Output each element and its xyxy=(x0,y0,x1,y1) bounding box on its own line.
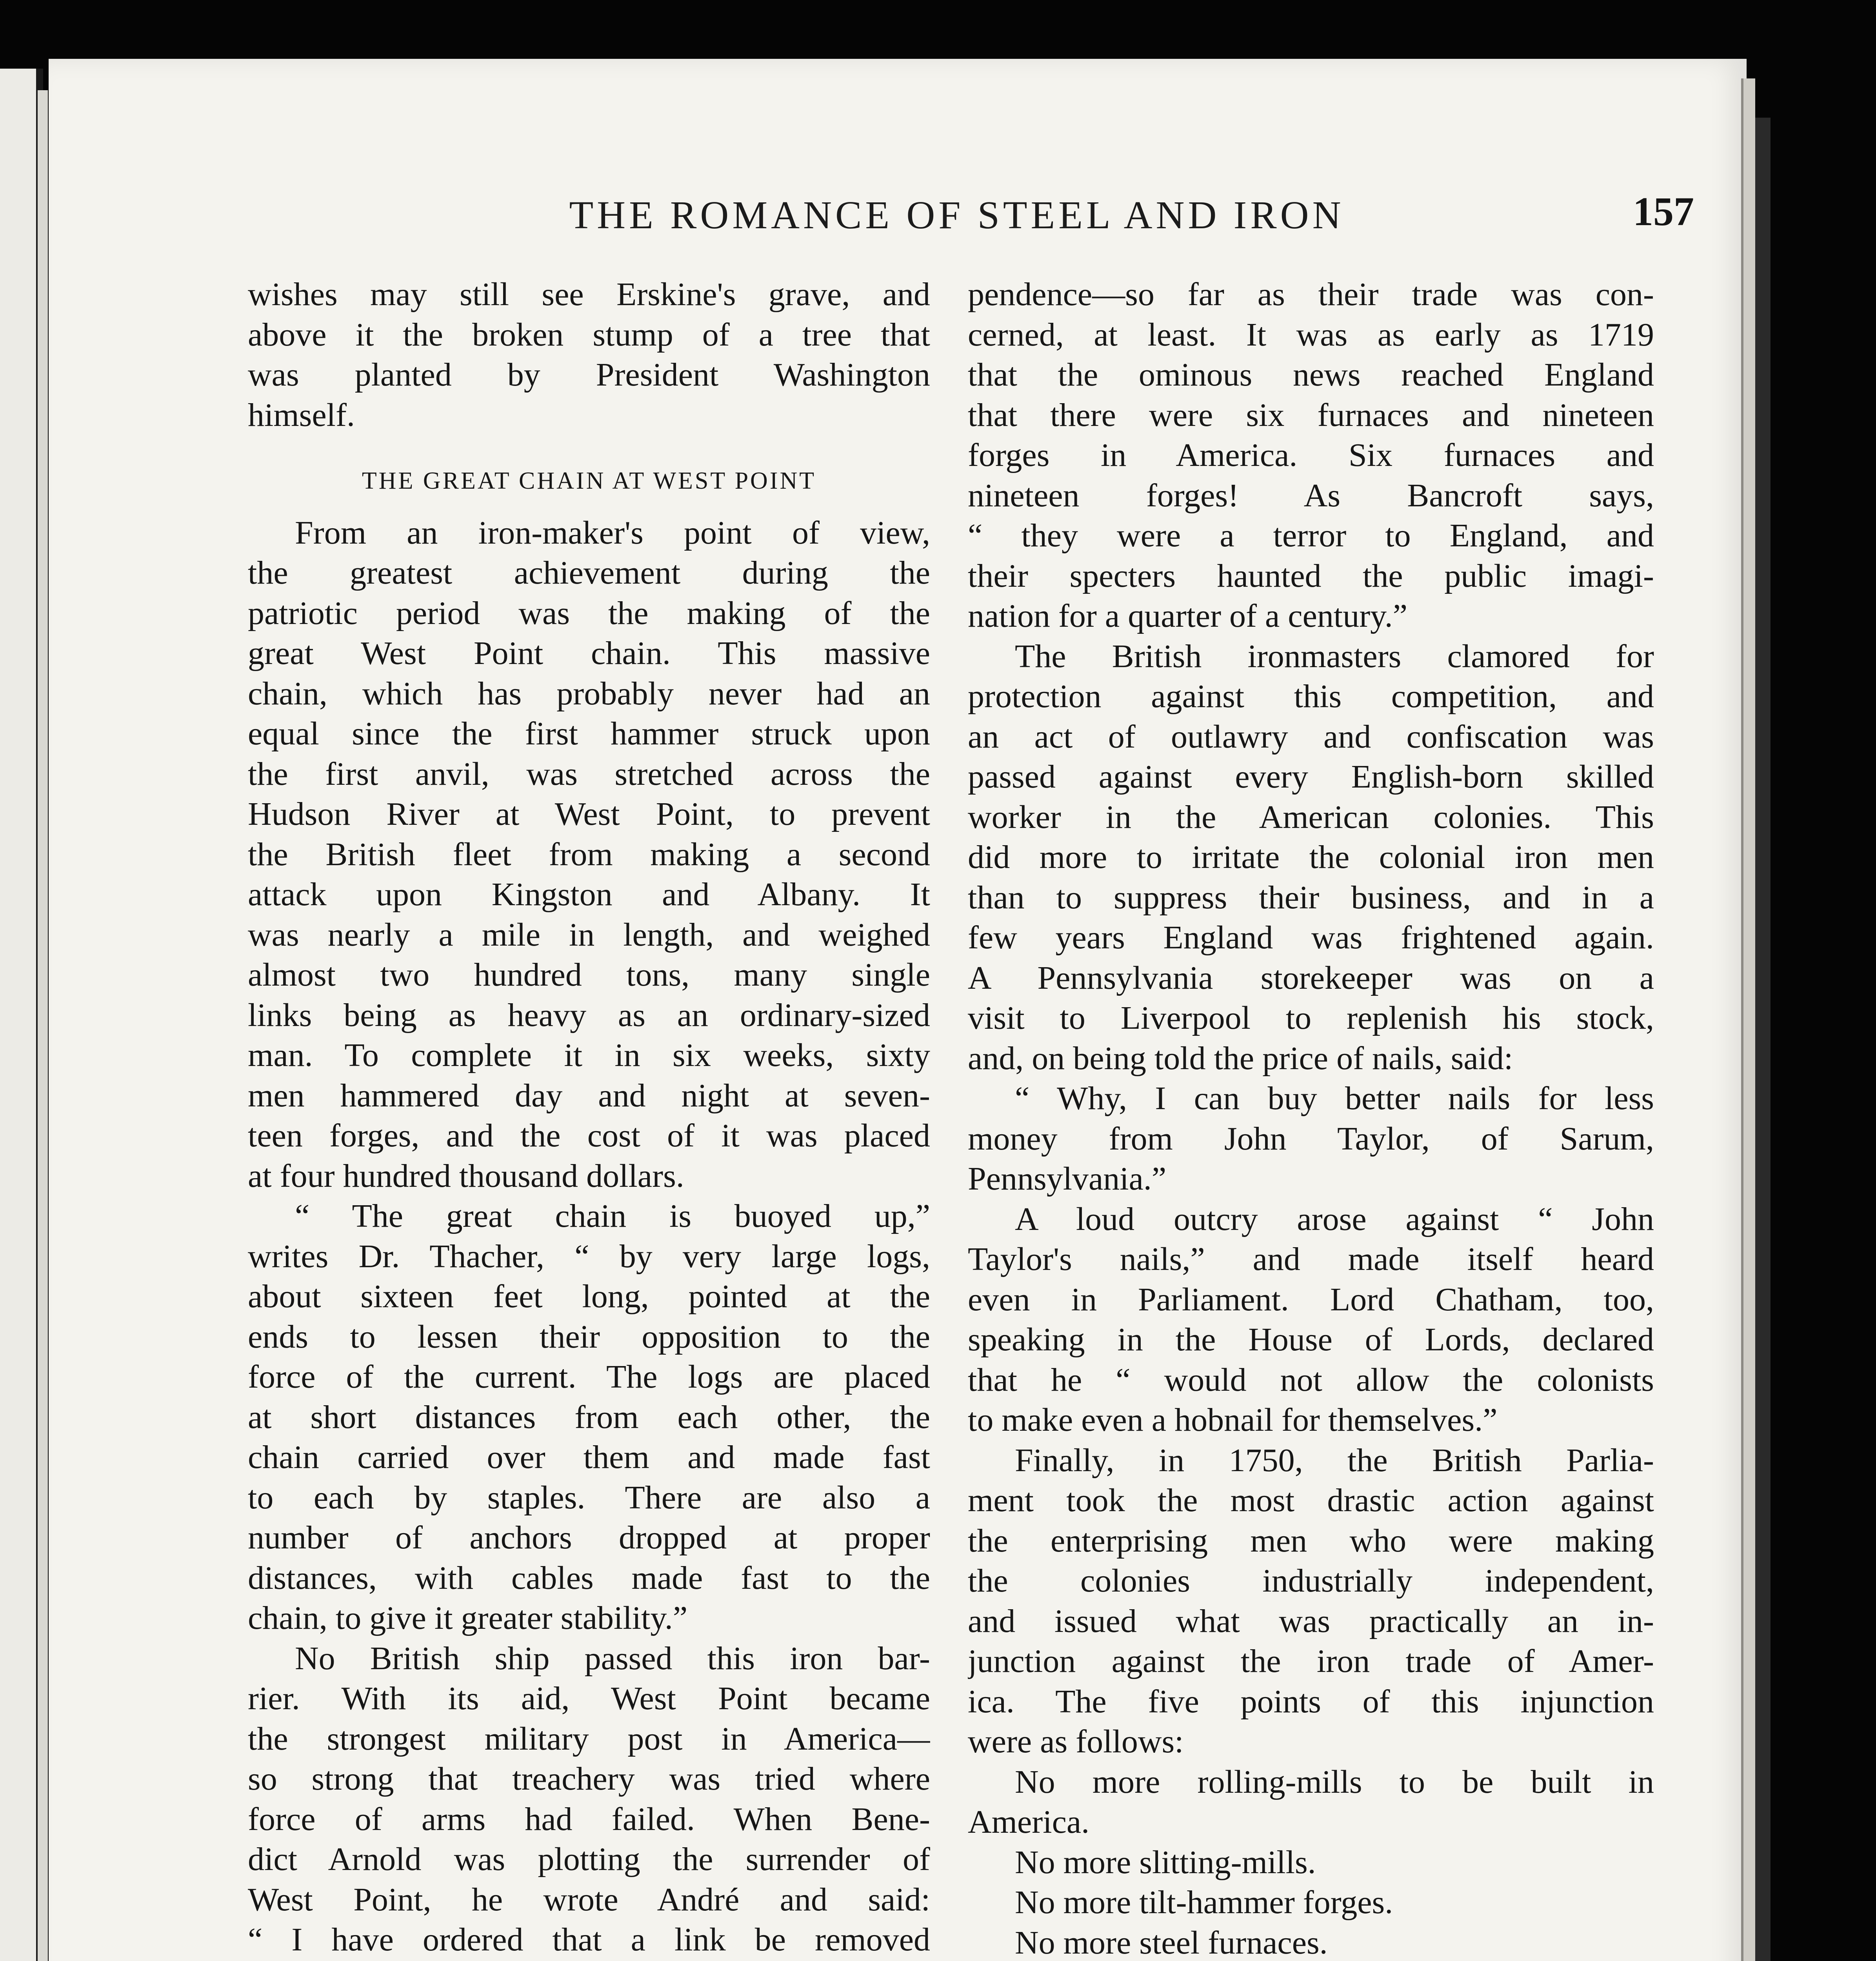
text-line: so strong that treachery was tried where xyxy=(248,1761,930,1797)
paragraph-erskine-grave xyxy=(248,275,930,435)
previous-page-edge xyxy=(0,69,43,1961)
text-line: “ Why, I can buy better nails for less xyxy=(1015,1080,1654,1117)
text-line: about sixteen feet long, pointed at the xyxy=(248,1278,930,1315)
paragraph-thacher-quote xyxy=(248,1196,930,1639)
text-line: writes Dr. Thacher, “ by very large logs, xyxy=(248,1238,930,1275)
text-line: at four hundred thousand dollars. xyxy=(248,1157,684,1194)
gutter-shadow xyxy=(38,90,48,1961)
text-line: at short distances from each other, the xyxy=(248,1399,930,1435)
text-line: even in Parliament. Lord Chatham, too, xyxy=(968,1281,1654,1318)
text-line: himself. xyxy=(248,397,355,433)
text-line: equal since the first hammer struck upon xyxy=(248,715,930,752)
text-line: the greatest achievement during the xyxy=(248,555,930,591)
text-line: pendence—so far as their trade was con- xyxy=(968,276,1654,313)
text-line: ica. The five points of this injunction xyxy=(968,1683,1654,1720)
text-line: ment took the most drastic action against xyxy=(968,1482,1654,1519)
text-line: rier. With its aid, West Point became xyxy=(248,1680,930,1717)
text-line: the enterprising men who were making xyxy=(968,1522,1654,1559)
text-line: visit to Liverpool to replenish his stock, xyxy=(968,1000,1654,1036)
text-line: were as follows: xyxy=(968,1723,1184,1760)
text-line: “ The great chain is buoyed up,” xyxy=(295,1198,930,1234)
text-line: A Pennsylvania storekeeper was on a xyxy=(968,959,1654,996)
text-line: that the ominous news reached England xyxy=(968,357,1654,393)
text-line: above it the broken stump of a tree that xyxy=(248,316,930,353)
paragraph-iron-barrier xyxy=(248,1639,930,1961)
text-line: was planted by President Washington xyxy=(248,357,930,393)
text-line: dict Arnold was plotting the surrender of xyxy=(248,1841,930,1877)
text-line: to each by staples. There are also a xyxy=(248,1479,930,1516)
text-line: protection against this competition, and xyxy=(968,678,1654,715)
paragraph-injunction-1750 xyxy=(968,1441,1654,1762)
paragraph-british-ironmasters xyxy=(968,637,1654,1079)
text-line: patriotic period was the making of the xyxy=(248,595,930,631)
text-line: Hudson River at West Point, to prevent xyxy=(248,796,930,832)
text-line: worker in the American colonies. This xyxy=(968,799,1654,835)
text-line: nineteen forges! As Bancroft says, xyxy=(968,477,1654,514)
text-line: was nearly a mile in length, and weighed xyxy=(248,916,930,953)
text-line: No more rolling-mills to be built in xyxy=(1015,1763,1654,1800)
text-line: the first anvil, was stretched across the xyxy=(248,755,930,792)
text-line: “ I have ordered that a link be removed xyxy=(248,1921,930,1958)
text-line: and, on being told the price of nails, said: xyxy=(968,1040,1513,1077)
text-line: wishes may still see Erskine's grave, and xyxy=(248,276,930,313)
text-line: junction against the iron trade of Amer- xyxy=(968,1643,1654,1679)
text-line: passed against every English-born skilled xyxy=(968,759,1654,795)
text-line: great West Point chain. This massive xyxy=(248,635,930,671)
text-line: chain, which has probably never had an xyxy=(248,675,930,712)
page-right-edge xyxy=(1741,78,1755,1961)
text-line: forges in America. Six furnaces and xyxy=(968,437,1654,473)
text-line: money from John Taylor, of Sarum, xyxy=(968,1120,1654,1157)
text-line: and issued what was practically an in- xyxy=(968,1603,1654,1639)
text-line: links being as heavy as an ordinary-sized xyxy=(248,997,930,1033)
injunction-point-tilt-hammer: No more tilt-hammer forges. xyxy=(1015,1884,1393,1921)
text-line: attack upon Kingston and Albany. It xyxy=(248,876,930,913)
text-line: did more to irritate the colonial iron men xyxy=(968,839,1654,875)
text-line: to make even a hobnail for themselves.” xyxy=(968,1402,1498,1438)
text-line: From an iron-maker's point of view, xyxy=(295,514,930,551)
paragraph-independence xyxy=(968,275,1654,637)
text-line: than to suppress their business, and in a xyxy=(968,879,1654,916)
text-line: number of anchors dropped at proper xyxy=(248,1519,930,1556)
text-line: West Point, he wrote André and said: xyxy=(248,1881,930,1918)
text-line: No British ship passed this iron bar- xyxy=(295,1640,930,1677)
paragraph-west-point-chain xyxy=(248,513,930,1197)
text-line: that there were six furnaces and nineteen xyxy=(968,397,1654,433)
text-line: America. xyxy=(968,1804,1090,1840)
injunction-point-rolling-mills xyxy=(968,1762,1654,1843)
text-line: almost two hundred tons, many single xyxy=(248,957,930,993)
text-line: the colonies industrially independent, xyxy=(968,1563,1654,1599)
text-line: ends to lessen their opposition to the xyxy=(248,1318,930,1355)
injunction-point-steel-furnaces: No more steel furnaces. xyxy=(1015,1924,1328,1961)
text-line: “ they were a terror to England, and xyxy=(968,517,1654,554)
running-head: THE ROMANCE OF STEEL AND IRON xyxy=(569,193,1345,237)
text-line: man. To complete it in six weeks, sixty xyxy=(248,1037,930,1073)
text-line: A loud outcry arose against “ John xyxy=(1015,1201,1654,1237)
text-line: that he “ would not allow the colonists xyxy=(968,1361,1654,1398)
text-line: teen forges, and the cost of it was placed xyxy=(248,1117,930,1154)
page-number: 157 xyxy=(1633,189,1694,234)
section-heading-great-chain: THE GREAT CHAIN AT WEST POINT xyxy=(362,468,816,494)
text-line: chain carried over them and made fast xyxy=(248,1439,930,1475)
text-line: force of the current. The logs are placed xyxy=(248,1359,930,1395)
text-line: few years England was frightened again. xyxy=(968,919,1654,956)
text-line: nation for a quarter of a century.” xyxy=(968,598,1407,634)
left-column xyxy=(248,275,930,1961)
text-line: the strongest military post in America— xyxy=(248,1720,930,1757)
text-line: force of arms had failed. When Bene- xyxy=(248,1801,930,1837)
injunction-point-slitting-mills: No more slitting-mills. xyxy=(1015,1844,1316,1881)
paragraph-john-taylor-quote xyxy=(968,1079,1654,1199)
text-line: Pennsylvania.” xyxy=(968,1161,1167,1197)
text-line: an act of outlawry and confiscation was xyxy=(968,718,1654,755)
text-line: their specters haunted the public imagi- xyxy=(968,557,1654,594)
right-column xyxy=(968,275,1654,1961)
text-line: Taylor's nails,” and made itself heard xyxy=(968,1241,1654,1277)
text-line: The British ironmasters clamored for xyxy=(1015,638,1654,675)
text-line: the British fleet from making a second xyxy=(248,836,930,873)
text-line: Finally, in 1750, the British Parlia- xyxy=(1015,1442,1654,1479)
text-line: chain, to give it greater stability.” xyxy=(248,1600,688,1636)
text-line: cerned, at least. It was as early as 1719 xyxy=(968,316,1654,353)
text-line: distances, with cables made fast to the xyxy=(248,1559,930,1596)
text-line: men hammered day and night at seven- xyxy=(248,1077,930,1114)
paragraph-loud-outcry xyxy=(968,1199,1654,1441)
text-line: speaking in the House of Lords, declared xyxy=(968,1321,1654,1358)
